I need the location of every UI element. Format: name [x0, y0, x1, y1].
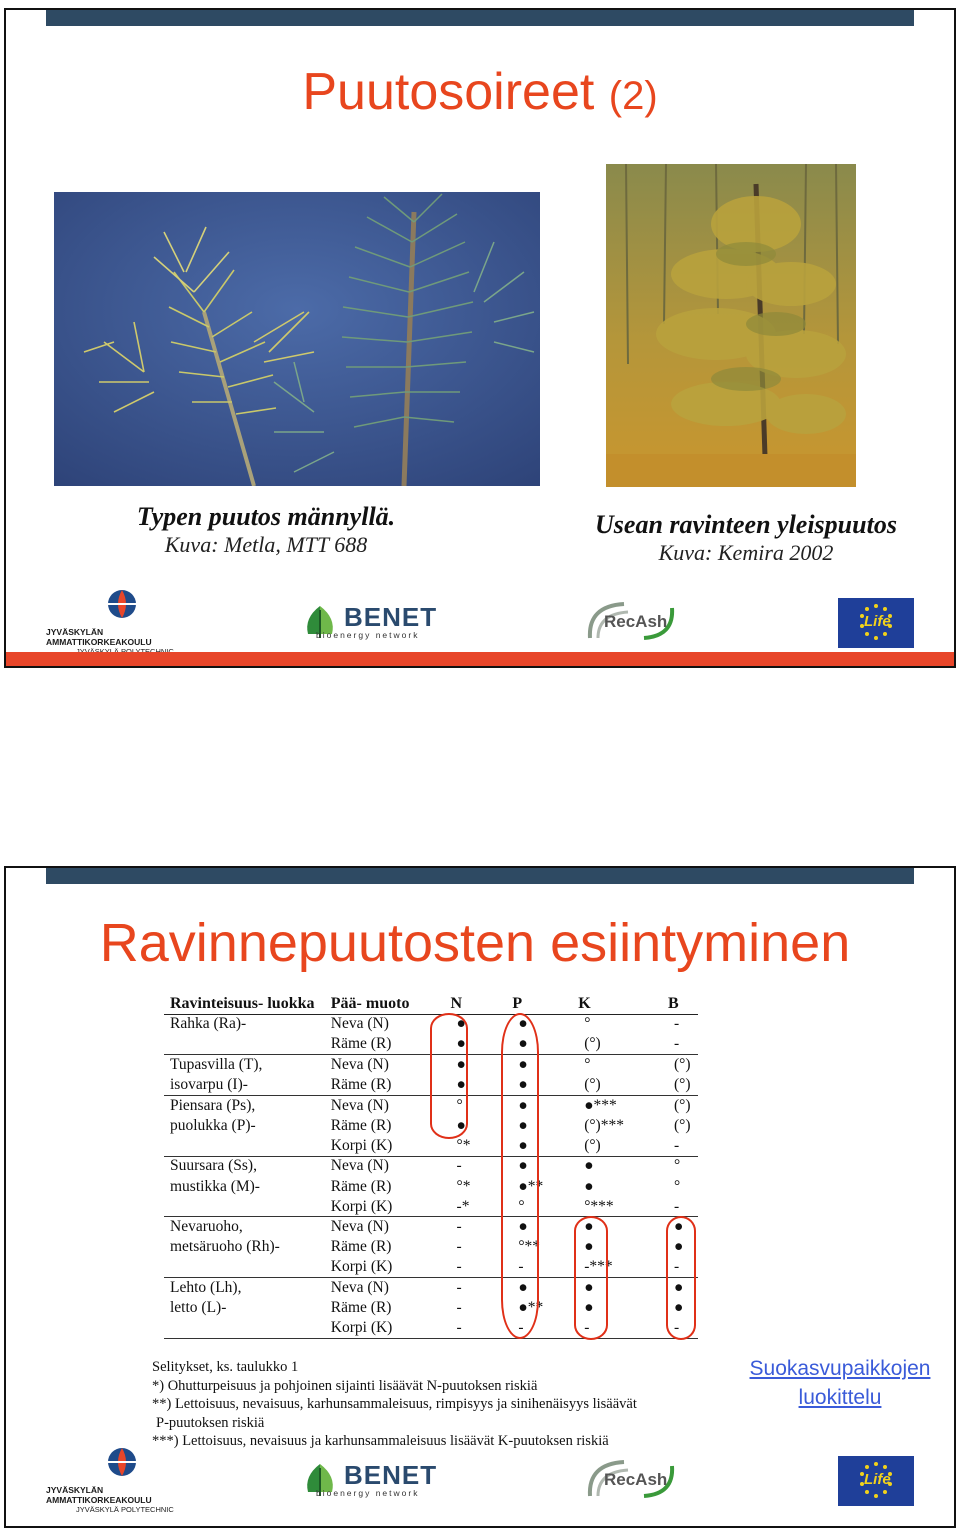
cell-b: - [668, 1034, 698, 1054]
cell-p: ● [512, 1034, 578, 1054]
footnote-line: P-puutoksen riskiä [156, 1414, 265, 1431]
cell-b: - [674, 1015, 680, 1033]
cell-p: - [512, 1258, 578, 1278]
header-k: K [578, 994, 668, 1014]
cell-p: ● [512, 1075, 578, 1095]
cell-paamuoto: Räme (R) [330, 1177, 392, 1195]
cell-b: (°) [674, 1116, 691, 1134]
cell-k: (°)*** [584, 1116, 624, 1134]
cell-luokka: letto (L)- [170, 1299, 227, 1317]
cell-paamuoto: Neva (N) [330, 1279, 389, 1297]
multi-nutrient-deficiency-photo [606, 164, 856, 487]
cell-p: ● [518, 1015, 528, 1033]
cell-p: ● [512, 1136, 578, 1156]
cell-n: ● [456, 1055, 466, 1073]
cell-paamuoto: Neva (N) [330, 1157, 389, 1175]
cell-b: - [668, 1318, 698, 1338]
cell-paamuoto: Neva (N) [330, 1055, 389, 1073]
cell-n: °* [451, 1136, 513, 1156]
benet-logo: BENET bioenergy network [300, 602, 430, 642]
cell-n: -* [451, 1197, 513, 1217]
cell-b: (°) [668, 1075, 698, 1095]
cell-p: ● [518, 1157, 528, 1175]
cell-luokka [164, 1034, 331, 1054]
cell-p: - [512, 1318, 578, 1338]
cell-k: ° [584, 1015, 591, 1033]
cell-paamuoto: Neva (N) [330, 1096, 389, 1114]
cell-k: (°) [578, 1034, 668, 1054]
header-paamuoto: Pää- muoto [331, 994, 451, 1014]
right-photo-caption: Usean ravinteen yleispuutos Kuva: Kemira 2002 [595, 510, 897, 565]
cell-b: ° [674, 1177, 681, 1195]
table-row [164, 1258, 698, 1278]
cell-paamuoto: Neva (N) [330, 1218, 389, 1236]
footnote-line: **) Lettoisuus, nevaisuus, karhunsammaleisuus, rimpisyys ja sinihenäisyys lisäävät [152, 1396, 637, 1412]
footnote-line: ***) Lettoisuus, nevaisuus ja karhunsammaleisuus lisäävät K-puutoksen riskiä [152, 1433, 609, 1449]
cell-p: ●** [518, 1177, 544, 1195]
table-row [164, 1197, 698, 1217]
recash-logo: RecAsh [584, 1456, 680, 1502]
jamk-logo: JYVÄSKYLÄN AMMATTIKORKEAKOULU [46, 586, 206, 642]
cell-paamuoto: Räme (R) [330, 1116, 392, 1134]
slide-title: Puutosoireet (2) [302, 63, 658, 121]
table-row [164, 1278, 698, 1298]
top-accent-bar [46, 10, 914, 26]
cell-k: ● [584, 1238, 594, 1256]
benet-logo: BENET bioenergy network [300, 1460, 430, 1500]
cell-n: - [456, 1218, 462, 1236]
cell-n: - [451, 1318, 513, 1338]
highlight-oval-b [666, 1216, 696, 1340]
cell-n: ● [451, 1075, 513, 1095]
cell-k: ●*** [584, 1096, 617, 1114]
cell-p: ● [518, 1279, 528, 1297]
cell-p: °** [518, 1238, 541, 1256]
cell-n: ● [451, 1034, 513, 1054]
cell-k: -*** [578, 1258, 668, 1278]
header-n: N [451, 994, 513, 1014]
eu-life-logo: Life [838, 1456, 914, 1506]
cell-n: - [456, 1157, 462, 1175]
table-row [164, 1217, 698, 1237]
cell-b: - [668, 1136, 698, 1156]
cell-luokka: Lehto (Lh), [170, 1279, 242, 1297]
table-footnotes [152, 1358, 637, 1451]
cell-b: - [668, 1197, 698, 1217]
cell-paamuoto: Räme (R) [331, 1034, 451, 1054]
cell-luokka: puolukka (P)- [170, 1116, 256, 1134]
cell-paamuoto: Korpi (K) [331, 1136, 451, 1156]
cell-p: ●** [518, 1299, 544, 1317]
cell-luokka: Suursara (Ss), [170, 1157, 257, 1175]
cell-n: °* [456, 1177, 471, 1195]
cell-luokka: mustikka (M)- [170, 1177, 260, 1195]
cell-paamuoto: Neva (N) [330, 1015, 389, 1033]
footnote-line: *) Ohutturpeisuus ja pohjoinen sijainti lisäävät N-puutoksen riskiä [152, 1377, 538, 1394]
cell-k: ● [584, 1279, 594, 1297]
cell-k: ● [584, 1299, 594, 1317]
table-header-row [164, 994, 698, 1014]
cell-p: ° [512, 1197, 578, 1217]
highlight-oval-k [574, 1216, 608, 1340]
cell-p: ● [518, 1096, 528, 1114]
cell-luokka: isovarpu (I)- [164, 1075, 331, 1095]
table-row [164, 1237, 698, 1257]
table-row [164, 1318, 698, 1338]
nitrogen-deficiency-photo [54, 192, 540, 486]
cell-n: - [456, 1279, 462, 1297]
cell-n: ° [456, 1096, 463, 1114]
cell-b: ● [674, 1279, 684, 1297]
cell-k: ● [584, 1177, 594, 1195]
cell-k: (°) [578, 1075, 668, 1095]
cell-k: ° [584, 1055, 591, 1073]
cell-k: ● [584, 1218, 594, 1236]
footnote-line: Selitykset, ks. taulukko 1 [152, 1359, 299, 1375]
bottom-accent-bar [6, 652, 954, 666]
cell-b: ° [674, 1157, 681, 1175]
cell-paamuoto: Räme (R) [331, 1075, 451, 1095]
top-accent-bar [46, 868, 914, 884]
cell-luokka: metsäruoho (Rh)- [170, 1238, 280, 1256]
cell-n: ● [456, 1015, 466, 1033]
header-ravinteisuusluokka: Ravinteisuus- luokka [164, 994, 331, 1014]
cell-n: - [451, 1258, 513, 1278]
table-row [164, 1136, 698, 1156]
eu-life-logo: Life [838, 598, 914, 648]
cell-b: (°) [674, 1055, 691, 1073]
cell-luokka: Tupasvilla (T), [170, 1055, 263, 1073]
jamk-logo: JYVÄSKYLÄN AMMATTIKORKEAKOULU JYVÄSKYLÄ POLYTECHNIC [46, 1444, 206, 1500]
cell-paamuoto: Korpi (K) [331, 1318, 451, 1338]
cell-n: - [456, 1238, 462, 1256]
table-row [164, 1156, 698, 1176]
cell-k: - [578, 1318, 668, 1338]
recash-logo: RecAsh [584, 598, 680, 644]
cell-k: °*** [578, 1197, 668, 1217]
cell-luokka [164, 1136, 331, 1156]
cell-luokka [164, 1258, 331, 1278]
cell-b: - [668, 1258, 698, 1278]
slide-puutosoireet [4, 8, 956, 668]
cell-b: ● [674, 1238, 684, 1256]
highlight-oval-n [430, 1013, 468, 1139]
cell-p: ● [518, 1218, 528, 1236]
cell-p: ● [518, 1116, 528, 1134]
slide-ravinnepuutosten-esiintyminen [4, 866, 956, 1528]
header-p: P [512, 994, 578, 1014]
cell-b: (°) [674, 1096, 691, 1114]
cell-paamuoto: Korpi (K) [331, 1197, 451, 1217]
left-photo-caption: Typen puutos männyllä. Kuva: Metla, MTT 688 [136, 502, 396, 557]
cell-b: ● [674, 1218, 684, 1236]
cell-n: ● [456, 1116, 466, 1134]
cell-p: ● [518, 1055, 528, 1073]
cell-paamuoto: Korpi (K) [331, 1258, 451, 1278]
cell-paamuoto: Räme (R) [330, 1238, 392, 1256]
header-b: B [668, 994, 698, 1014]
cell-b: ● [674, 1299, 684, 1317]
cell-luokka: Piensara (Ps), [170, 1096, 256, 1114]
suokasvupaikkojen-luokittelu-link[interactable]: Suokasvupaikkojen luokittelu [749, 1357, 931, 1409]
cell-luokka [164, 1197, 331, 1217]
cell-k: (°) [578, 1136, 668, 1156]
cell-luokka [164, 1318, 331, 1338]
cell-k: ● [584, 1157, 594, 1175]
table-row [164, 1298, 698, 1318]
cell-paamuoto: Räme (R) [330, 1299, 392, 1317]
cell-luokka: Nevaruoho, [170, 1218, 243, 1236]
highlight-oval-p [501, 1013, 539, 1339]
cell-luokka: Rahka (Ra)- [170, 1015, 247, 1033]
slide-title: Ravinnepuutosten esiintyminen [99, 913, 851, 973]
cell-n: - [456, 1299, 462, 1317]
table-row [164, 1176, 698, 1196]
